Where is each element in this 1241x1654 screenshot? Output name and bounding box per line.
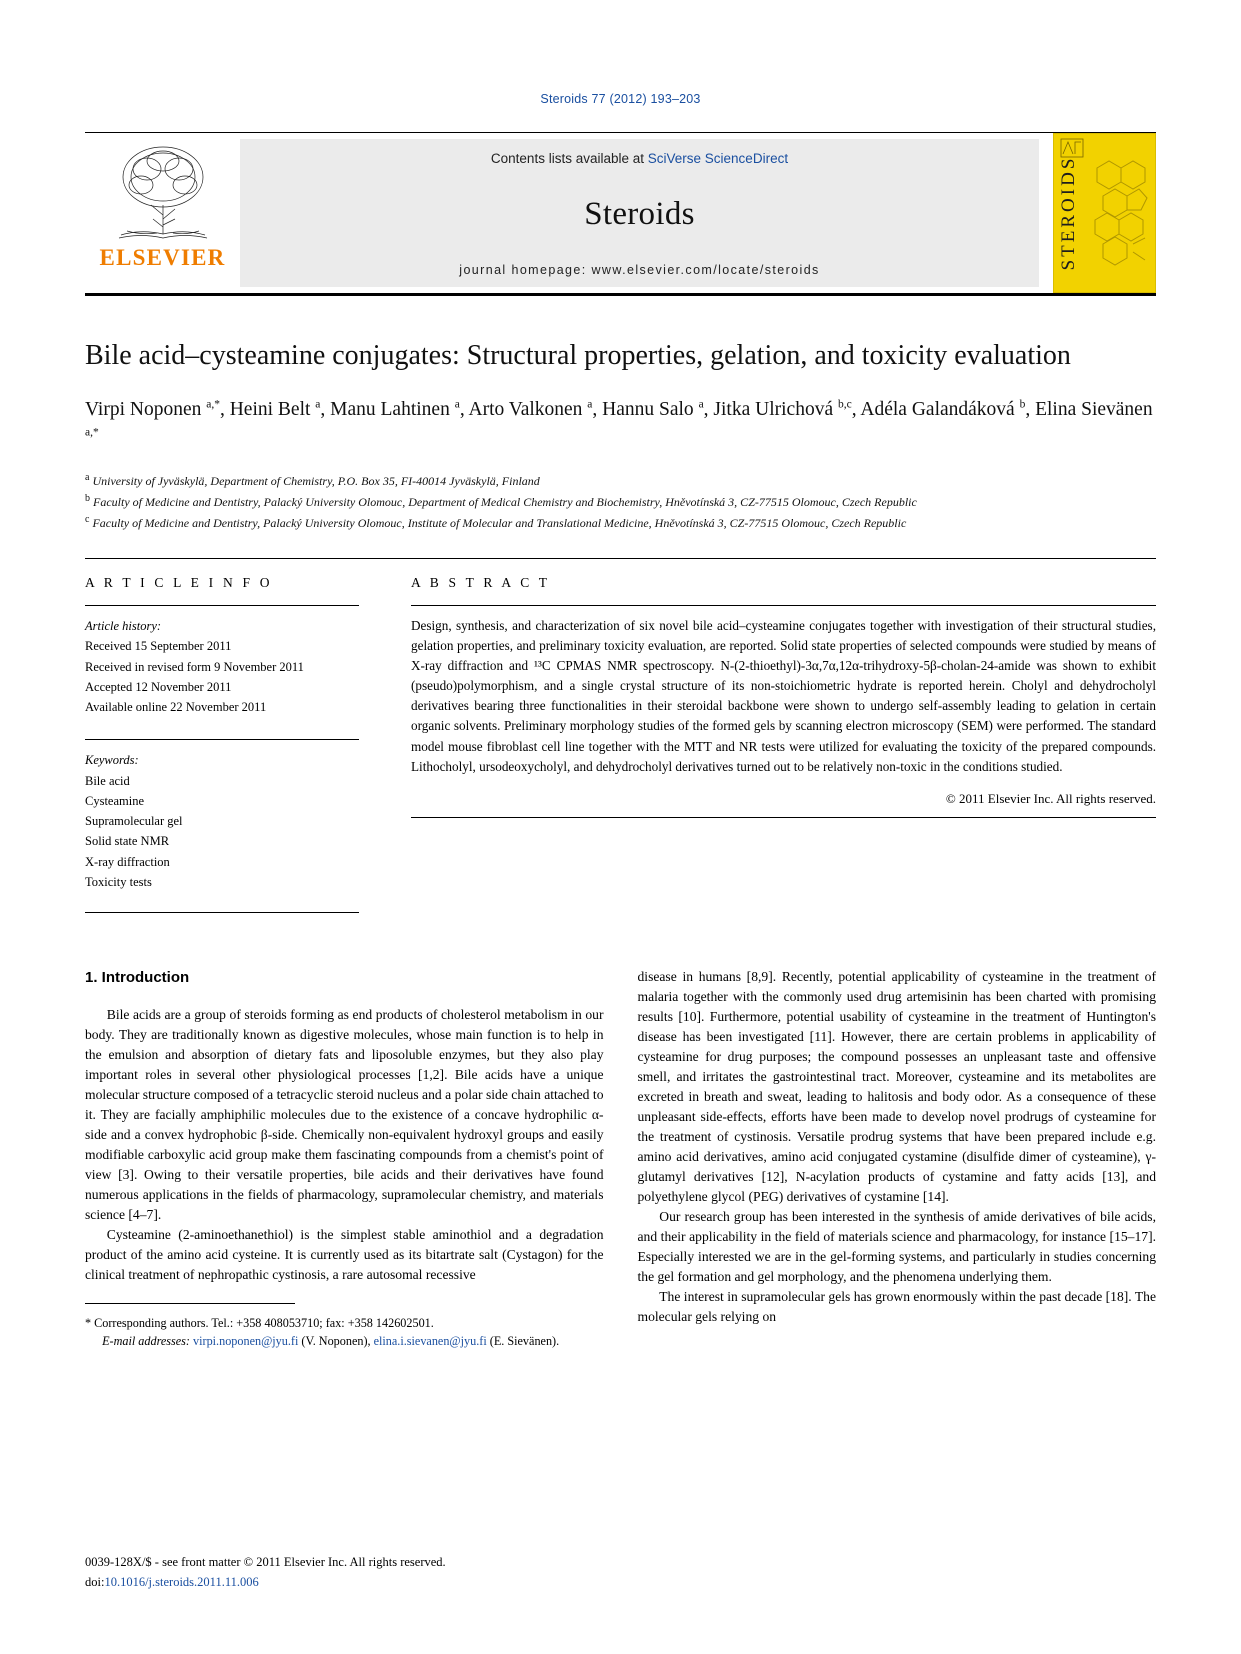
body-column-right [638,967,1157,1350]
article-info-column [85,575,385,923]
contents-line [491,151,788,166]
cover-title-text: STEROIDS [1058,155,1079,271]
affiliation-list [85,470,1156,532]
elsevier-wordmark: ELSEVIER [99,245,226,270]
paragraph: Cysteamine (2-aminoethanethiol) is the simplest stable aminothiol and a degradation product of the amino acid cysteine. It is currently used as its bitartrate salt (Cystagon) for the clinical treatment of nephropathic cystinosis, a rare autosomal recessive [85,1226,604,1282]
corresponding-author-note: * Corresponding authors. Tel.: +358 408053710; fax: +358 142602501. [85,1315,434,1330]
abstract-rule-top [411,605,1156,606]
email-note [85,1332,604,1350]
footnote-rule [85,1303,295,1304]
paragraph: Bile acids are a group of steroids forming as end products of cholesterol metabolism in our body. They are traditionally known as digestive molecules, whose main function is to help in the emulsion and absorption of dietary fats and liposoluble enzymes, but they also play important roles in several other physiological processes [1,2]. Bile acids have a unique molecular structure composed of a tetracyclic steroid nucleus and a polar side chain attached to it. They are facially amphiphilic molecules due to the existence of a concave hydrophilic α-side and a convex hydrophobic β-side. Chemically non-equivalent hydroxyl groups and easily modifiable carboxylic acid group make them fascinating compounds from a chemist's point of view [3]. Owing to their versatile properties, bile acids and their derivatives have found numerous applications in the fields of pharmacology, supramolecular chemistry, and materials science [4–7]. [85,1007,604,1222]
journal-banner [240,139,1039,287]
history-item: Received in revised form 9 November 2011 [85,659,304,674]
email-name-1: (V. Noponen), [301,1334,371,1349]
paragraph: disease in humans [8,9]. Recently, potential applicability of cysteamine in the treatment of malaria together with the commonly used drug artemisinin has been charted with promising results [10]. Furthermore, potential usability of cysteamine in the treatment of Huntington's disease has been investigated [11]. However, there are certain problems in applicability of cysteamine for drug purposes; the compound possesses an unpleasant taste and offensive smell, and irritates the gastrointestinal tract. Moreover, cysteamine and its metabolites are excreted in breath and sweat, leading to halitosis and body odor. As a consequence of these unpleasant side-effects, efforts have been made to develop novel prodrugs of cysteamine for the treatment of cystinosis. Versatile prodrug systems that have been prepared include e.g. amino acid derivatives, amino acid conjugated cystamine (disulfide dimer of cysteamine), γ-glutamyl derivatives [12], N-acylation products of cystamine and fatty acids [13], and polyethylene glycol (PEG) derivatives of cystamine [14]. [637,969,1156,1204]
sciencedirect-link[interactable]: SciVerse ScienceDirect [647,151,789,166]
info-rule-bottom [85,912,359,913]
email-link-2[interactable]: elina.i.sievanen@jyu.fi [373,1334,487,1349]
keywords-block [85,750,359,892]
journal-cover-image [1053,133,1156,293]
keyword-item: Cysteamine [85,793,145,808]
keyword-item: Bile acid [85,773,130,788]
keywords-label: Keywords: [85,753,139,768]
abstract-copyright: © 2011 Elsevier Inc. All rights reserved. [945,790,1156,806]
abstract-column [385,575,1156,923]
body-columns [85,967,1156,1350]
abstract-heading: A B S T R A C T [411,575,551,591]
paragraph: Our research group has been interested in the synthesis of amide derivatives of bile acids, and their applicability in the field of materials science and pharmacology, for instance [15–17]. Especially interested we are in the gel-forming systems, and particularly in studies concerning the gel formation and gel morphology, and the phenomena underlying them. [637,1208,1156,1284]
page-title: Bile acid–cysteamine conjugates: Structural properties, gelation, and toxicity evaluation [85,340,1071,371]
keyword-item: Solid state NMR [85,834,170,849]
elsevier-logo-block [85,133,240,293]
info-abstract-section [85,558,1156,923]
abstract-rule-bottom [411,817,1156,818]
info-rule-mid [85,739,359,740]
email-link-1[interactable]: virpi.noponen@jyu.fi [193,1334,299,1349]
article-history [85,616,359,717]
info-rule-top [85,605,359,606]
page-footer [85,1552,446,1592]
article-info-heading: A R T I C L E I N F O [85,575,273,591]
paragraph: The interest in supramolecular gels has grown enormously within the past decade [18]. The molecular gels relying on [637,1288,1156,1324]
keyword-item: Supramolecular gel [85,814,183,829]
keyword-item: Toxicity tests [85,874,152,889]
doi-link[interactable]: 10.1016/j.steroids.2011.11.006 [104,1575,259,1589]
steroid-structure-icon [1087,148,1149,278]
footnote-block [85,1314,604,1351]
body-column-left [85,967,604,1350]
email-label: E-mail addresses: [102,1334,190,1349]
journal-homepage: journal homepage: www.elsevier.com/locate/steroids [459,263,820,277]
history-item: Received 15 September 2011 [85,639,232,654]
journal-masthead [85,132,1156,293]
cover-emblem-icon [1060,138,1084,158]
section-heading-introduction: 1. Introduction [85,969,190,987]
doi-label: doi: [85,1575,105,1589]
doi-line [85,1572,446,1592]
masthead-bottom-rule [85,293,1156,296]
journal-cover-block [1053,133,1156,293]
elsevier-tree-icon [103,139,223,243]
abstract-text: Design, synthesis, and characterization of six novel bile acid–cysteamine conjugates together with investigation of their structural studies, gelation properties, and preliminary toxicity evaluation, are reported. Solid state properties of selected compounds were studied by means of X-ray diffraction and ¹³C CPMAS NMR spectroscopy. N-(2-thioethyl)-3α,7α,12α-trihydroxy-5β-cholan-24-amide was shown to exhibit (pseudo)polymorphism, and a single crystal structure of its non-stoichiometric hydrate is reported herein. Cholyl and dehydrocholyl derivatives bearing three functionalities in their steroidal backbone were shown to undergo self-assembly leading to gelation in certain organic solvents. Preliminary morphology studies of the formed gels by scanning electron microscopy (SEM) were performed. The standard model mouse fibroblast cell line together with the MTT and NR tests were utilized for evaluating the toxicity of the prepared compounds. Lithocholyl, ursodeoxycholyl, and dehydrocholyl derivatives turned out to be relatively non-toxic in the conditions studied. [411,618,1156,774]
author-list: Virpi Noponen $^{a,*}$, Heini Belt $^a$, Manu Lahtinen $^a$, Arto Valkonen $^a$, Hannu Salo $^a$, Jitka Ulrichová $^{b,c}$, Adéla Galandáková $^b$, Elina Sievänen $^{a,*}$ [85,398,1153,439]
affiliation-item: $^b$ Faculty of Medicine and Dentistry, Palacký University Olomouc, Department of Medical Chemistry and Biochemistry, Hněvotínská 3, CZ-77515 Olomouc, Czech Republic [85,492,917,509]
keyword-item: X-ray diffraction [85,854,170,869]
journal-title: Steroids [584,196,695,232]
contents-prefix: Contents lists available at [490,151,644,166]
email-name-2: (E. Sievänen). [489,1334,560,1349]
journal-reference: Steroids 77 (2012) 193–203 [540,92,701,106]
history-item: Accepted 12 November 2011 [85,679,232,694]
affiliation-item: $^a$ University of Jyväskylä, Department of Chemistry, P.O. Box 35, FI-40014 Jyväskylä, Finland [85,472,540,489]
history-label: Article history: [85,619,162,634]
history-item: Available online 22 November 2011 [85,700,267,715]
issn-line: 0039-128X/$ - see front matter © 2011 Elsevier Inc. All rights reserved. [85,1555,446,1569]
affiliation-item: $^c$ Faculty of Medicine and Dentistry, Palacký University Olomouc, Institute of Molecular and Translational Medicine, Hněvotínská 3, CZ-77515 Olomouc, Czech Republic [85,513,907,530]
